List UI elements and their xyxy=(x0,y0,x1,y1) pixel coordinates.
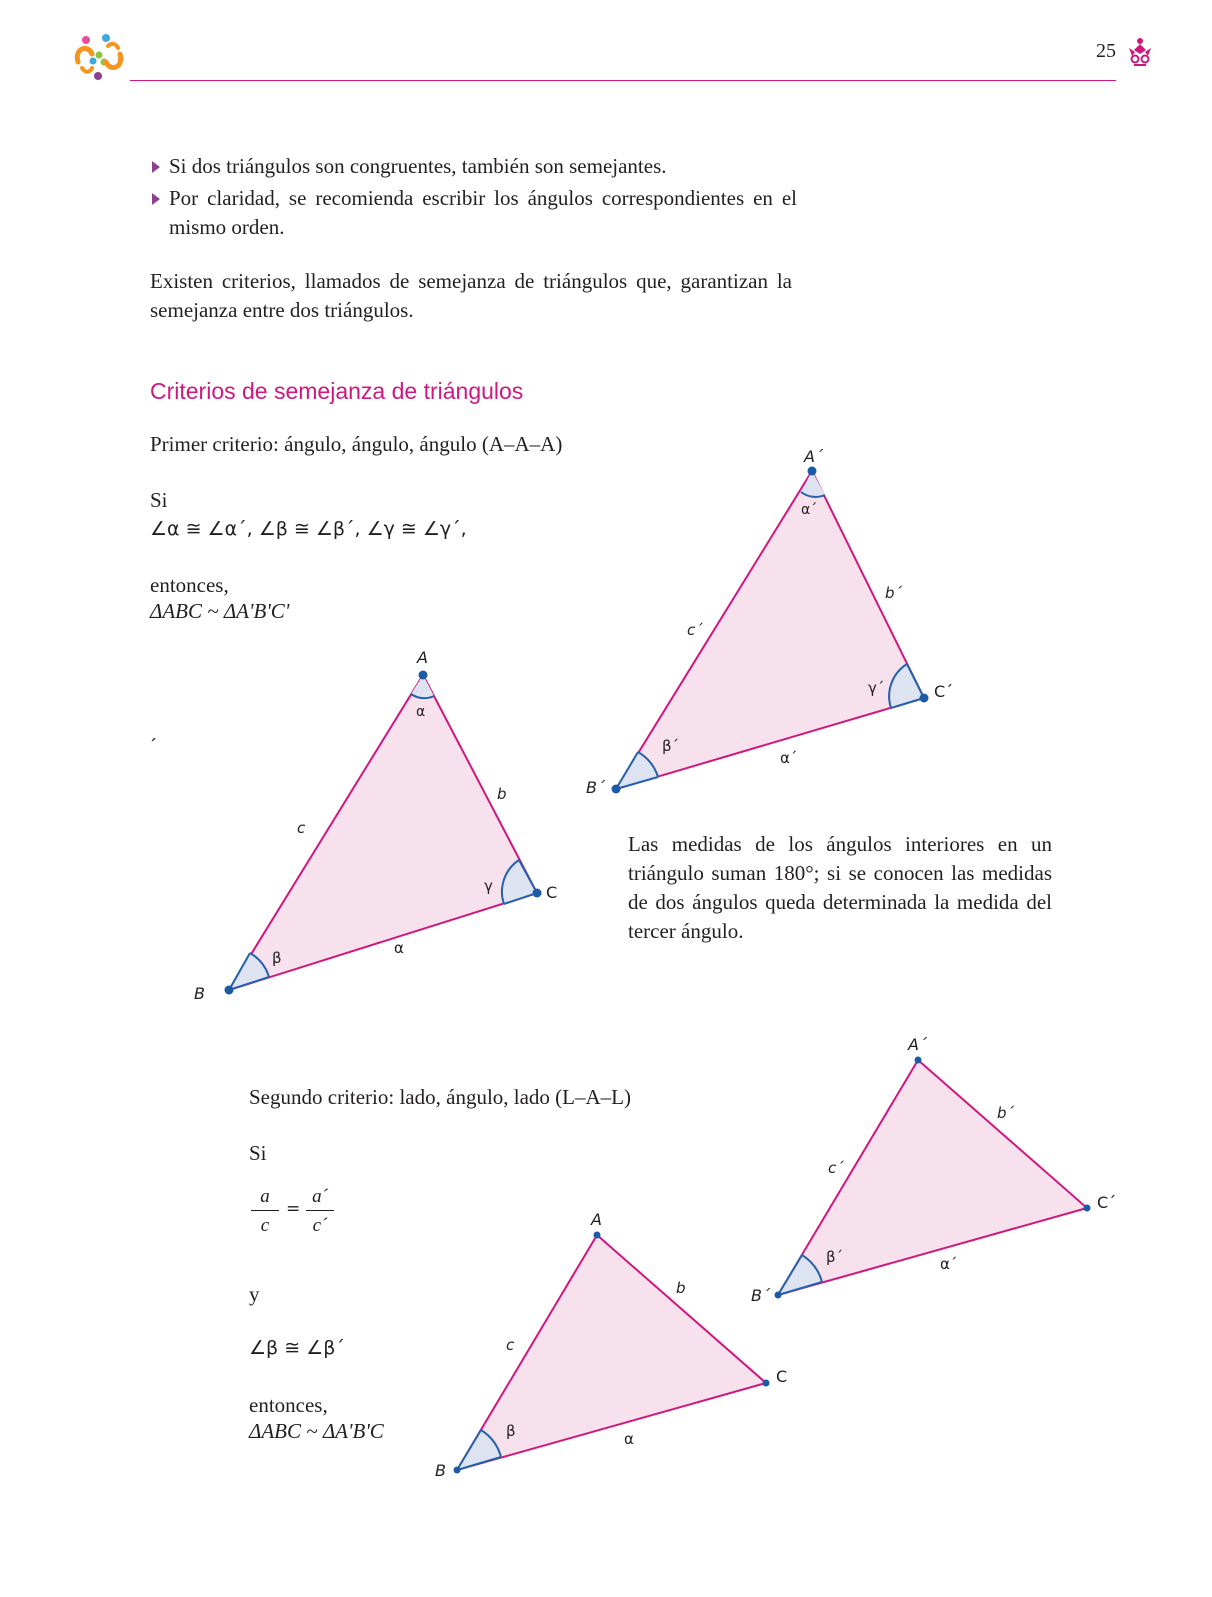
criterion2-then: entonces, xyxy=(249,1393,328,1417)
angle-beta-prime-label: β´ xyxy=(662,737,680,755)
criterion1-si: Si xyxy=(150,488,168,512)
side-b-label: b xyxy=(497,785,507,803)
vertex-c-prime-2-label: C´ xyxy=(1097,1193,1117,1212)
vertex-b-prime-point xyxy=(612,785,621,794)
side-a-2-label: α xyxy=(624,1430,634,1448)
vertex-c-label: C xyxy=(546,883,558,902)
angle-beta-label: β xyxy=(272,949,282,967)
fraction-right-denominator: c´ xyxy=(312,1215,328,1236)
vertex-c-point xyxy=(533,889,542,898)
side-a-label: α xyxy=(394,939,404,957)
fraction-right-numerator: a´ xyxy=(312,1186,328,1207)
angle-gamma-label: γ xyxy=(484,877,493,895)
criterion2-title: Segundo criterio: lado, ángulo, lado (L–A–L) xyxy=(249,1085,631,1109)
page-number: 25 xyxy=(1096,40,1116,62)
vertex-b-prime-label: B´ xyxy=(586,778,605,797)
stray-mark: ´ xyxy=(150,734,157,758)
vertex-b-point xyxy=(225,986,234,995)
vertex-a-prime-2-label: A´ xyxy=(908,1035,927,1054)
angle-alpha-label: α xyxy=(416,704,426,720)
criterion2-conclusion: ΔABC ~ ΔA'B'C xyxy=(249,1419,384,1443)
angle-alpha-prime-label: α´ xyxy=(801,502,818,518)
vertex-b-label: B xyxy=(194,984,205,1003)
vertex-c-2-point xyxy=(763,1380,770,1387)
side-c-prime-2-label: c´ xyxy=(828,1159,844,1177)
bullet-text: Si dos triángulos son congruentes, también son semejantes. xyxy=(169,154,667,178)
note-paragraph: Las medidas de los ángulos interiores en un triángulo suman 180°; si se conocen las medidas de dos ángulos queda determinada la medida del tercer ángulo. xyxy=(628,832,1052,943)
vertex-c-2-label: C xyxy=(776,1367,788,1386)
vertex-a-label: A xyxy=(417,648,428,667)
criterion1-then: entonces, xyxy=(150,573,229,597)
side-c-label: c xyxy=(297,819,306,837)
fraction-left-numerator: a xyxy=(260,1186,270,1207)
vertex-c-prime-2-point xyxy=(1084,1205,1091,1212)
fraction-equals: = xyxy=(286,1199,301,1219)
criterion1-title: Primer criterio: ángulo, ángulo, ángulo (A–A–A) xyxy=(150,432,563,456)
vertex-b-2-label: B xyxy=(435,1461,446,1480)
side-b-prime-2-label: b´ xyxy=(997,1104,1015,1122)
side-c-2-label: c xyxy=(506,1336,515,1354)
side-b-prime-label: b´ xyxy=(885,584,903,602)
criterion2-si: Si xyxy=(249,1141,267,1165)
vertex-a-prime-label: A´ xyxy=(804,447,823,466)
bullet-text: Por claridad, se recomienda escribir los ángulos correspondientes en el mismo orden. xyxy=(169,186,797,239)
criterion1-condition: ∠α ≅ ∠α´, ∠β ≅ ∠β´, ∠γ ≅ ∠γ´, xyxy=(150,518,467,540)
vertex-c-prime-label: C´ xyxy=(934,682,954,701)
side-a-prime-label: α´ xyxy=(780,749,798,767)
vertex-a-prime-point xyxy=(808,467,817,476)
criterion2-and: y xyxy=(249,1282,260,1306)
triangle-abc-fill xyxy=(229,675,537,990)
vertex-a-2-label: A xyxy=(591,1210,602,1229)
angle-gamma-prime-label: γ´ xyxy=(868,679,885,697)
side-c-prime-label: c´ xyxy=(687,621,703,639)
vertex-c-prime-point xyxy=(920,694,929,703)
vertex-a-2-point xyxy=(594,1232,601,1239)
criterion1-conclusion: ΔABC ~ ΔA'B'C' xyxy=(150,599,290,623)
vertex-b-prime-2-point xyxy=(775,1292,782,1299)
triangle-abc-2-fill xyxy=(457,1235,766,1470)
side-a-prime-2-label: α´ xyxy=(940,1255,958,1273)
side-b-2-label: b xyxy=(676,1279,686,1297)
vertex-a-prime-2-point xyxy=(915,1057,922,1064)
triangle-abc-prime-criterion2 xyxy=(751,1035,1116,1305)
criterion2-condition: ∠β ≅ ∠β´ xyxy=(249,1337,345,1359)
section-title: Criterios de semejanza de triángulos xyxy=(150,378,524,404)
fraction-left-denominator: c xyxy=(260,1215,270,1236)
triangle-abc-criterion2 xyxy=(435,1210,787,1480)
triangle-abc-criterion1 xyxy=(194,648,557,1003)
vertex-b-prime-2-label: B´ xyxy=(751,1286,770,1305)
angle-beta-prime-2-label: β´ xyxy=(826,1248,844,1266)
vertex-b-2-point xyxy=(454,1467,461,1474)
intro-paragraph: Existen criterios, llamados de semejanza de triángulos que, garantizan la semejanza entre dos triángulos. xyxy=(150,269,792,322)
triangle-abc-prime-criterion1 xyxy=(586,447,953,797)
triangle-abc-prime-2-fill xyxy=(778,1060,1087,1295)
angle-beta-2-label: β xyxy=(506,1422,516,1440)
vertex-a-point xyxy=(419,671,428,680)
